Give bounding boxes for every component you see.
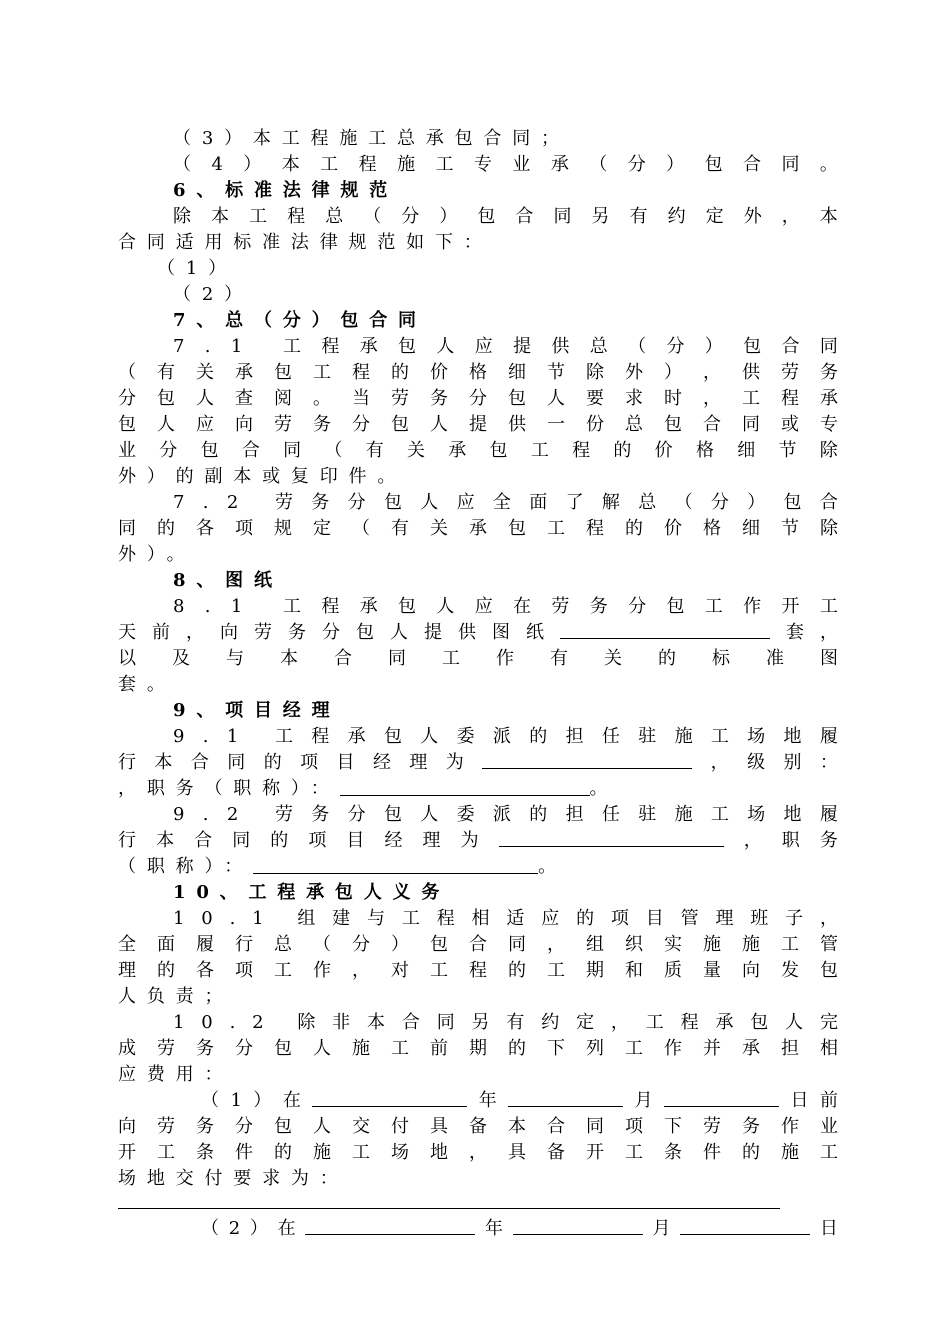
fill-in-blank[interactable] <box>253 855 538 874</box>
text-line: 业 分 包 合 同 （ 有 关 承 包 工 程 的 价 格 细 节 除 <box>118 440 838 461</box>
text-line: 同 的 各 项 规 定 （ 有 关 承 包 工 程 的 价 格 细 节 除 <box>118 518 838 539</box>
text-line: 合同适用标准法律规范如下： <box>118 232 493 253</box>
text-line: 9 . 1 工 程 承 包 人 委 派 的 担 任 驻 施 工 场 地 履 <box>173 726 838 747</box>
fill-in-blank[interactable] <box>560 620 770 639</box>
section-heading: 9、项目经理 <box>173 700 341 721</box>
text-line: 9 . 2 劳 务 分 包 人 委 派 的 担 任 驻 施 工 场 地 履 <box>173 804 838 825</box>
fill-in-blank[interactable] <box>664 1088 779 1107</box>
text-line: 套。 <box>118 674 176 695</box>
text-line: （ 1 ） 在 年 月 日 前 <box>201 1090 838 1111</box>
section-heading: 8、图纸 <box>173 570 283 591</box>
text-line: 人负责； <box>118 986 234 1007</box>
fill-in-blank[interactable] <box>340 777 590 796</box>
text-line: （ 有 关 承 包 工 程 的 价 格 细 节 除 外 ） ， 供 劳 务 <box>118 362 838 383</box>
text-line: 除 本 工 程 总 （ 分 ） 包 合 同 另 有 约 定 外 ， 本 <box>173 206 838 227</box>
text-line: 应费用： <box>118 1064 234 1085</box>
fill-in-blank[interactable] <box>680 1216 810 1235</box>
fill-in-blank[interactable] <box>513 1216 643 1235</box>
text-line: 天 前 ， 向 劳 务 分 包 人 提 供 图 纸 套 ， <box>118 622 838 643</box>
text-line: 场地交付要求为： <box>118 1168 349 1189</box>
text-line: 7 . 2 劳 务 分 包 人 应 全 面 了 解 总 （ 分 ） 包 合 <box>173 492 838 513</box>
text-line: 8 . 1 工 程 承 包 人 应 在 劳 务 分 包 工 作 开 工 <box>173 596 838 617</box>
text-line: ，职务（职称）： 。 <box>118 778 619 799</box>
section-heading: 10、工程承包人义务 <box>173 882 451 903</box>
text-line: 行 本 合 同 的 项 目 经 理 为 ， 职 务 <box>118 830 838 851</box>
section-heading: 7、总（分）包合同 <box>173 310 427 331</box>
section-heading: 6、标准法律规范 <box>173 180 399 201</box>
fill-in-rule[interactable] <box>118 1208 780 1209</box>
text-line: 1 0 . 2 除 非 本 合 同 另 有 约 定 ， 工 程 承 包 人 完 <box>173 1012 838 1033</box>
text-line: 理 的 各 项 工 作 ， 对 工 程 的 工 期 和 质 量 向 发 包 <box>118 960 838 981</box>
text-line: 分 包 人 查 阅 。 当 劳 务 分 包 人 要 求 时 ， 工 程 承 <box>118 388 838 409</box>
fill-in-blank[interactable] <box>499 828 724 847</box>
text-line: （ 4 ） 本 工 程 施 工 专 业 承 （ 分 ） 包 合 同 。 <box>173 154 838 175</box>
text-line: 开 工 条 件 的 施 工 场 地 ， 具 备 开 工 条 件 的 施 工 <box>118 1142 838 1163</box>
text-line: （3）本工程施工总承包合同； <box>173 128 570 149</box>
fill-in-blank[interactable] <box>482 750 692 769</box>
text-line: 外）的副本或复印件。 <box>118 466 407 487</box>
text-line: 行 本 合 同 的 项 目 经 理 为 ， 级 别 ： <box>118 752 838 773</box>
text-line: 向 劳 务 分 包 人 交 付 具 备 本 合 同 项 下 劳 务 作 业 <box>118 1116 838 1137</box>
text-line: 外）。 <box>118 544 196 565</box>
text-line: （1） <box>157 258 237 279</box>
text-line: 1 0 . 1 组 建 与 工 程 相 适 应 的 项 目 管 理 班 子 ， <box>173 908 838 929</box>
text-line: 7 . 1 工 程 承 包 人 应 提 供 总 （ 分 ） 包 合 同 <box>173 336 838 357</box>
fill-in-blank[interactable] <box>508 1088 623 1107</box>
text-line: 以 及 与 本 合 同 工 作 有 关 的 标 准 图 <box>118 648 838 669</box>
text-line: （2） <box>173 284 253 305</box>
text-line: 全 面 履 行 总 （ 分 ） 包 合 同 ， 组 织 实 施 施 工 管 <box>118 934 838 955</box>
text-line: 包 人 应 向 劳 务 分 包 人 提 供 一 份 总 包 合 同 或 专 <box>118 414 838 435</box>
text-line: （职称）： 。 <box>118 856 567 877</box>
fill-in-blank[interactable] <box>305 1216 475 1235</box>
text-line: （ 2 ） 在 年 月 日 <box>201 1218 838 1239</box>
fill-in-blank[interactable] <box>312 1088 467 1107</box>
text-line: 成 劳 务 分 包 人 施 工 前 期 的 下 列 工 作 并 承 担 相 <box>118 1038 838 1059</box>
